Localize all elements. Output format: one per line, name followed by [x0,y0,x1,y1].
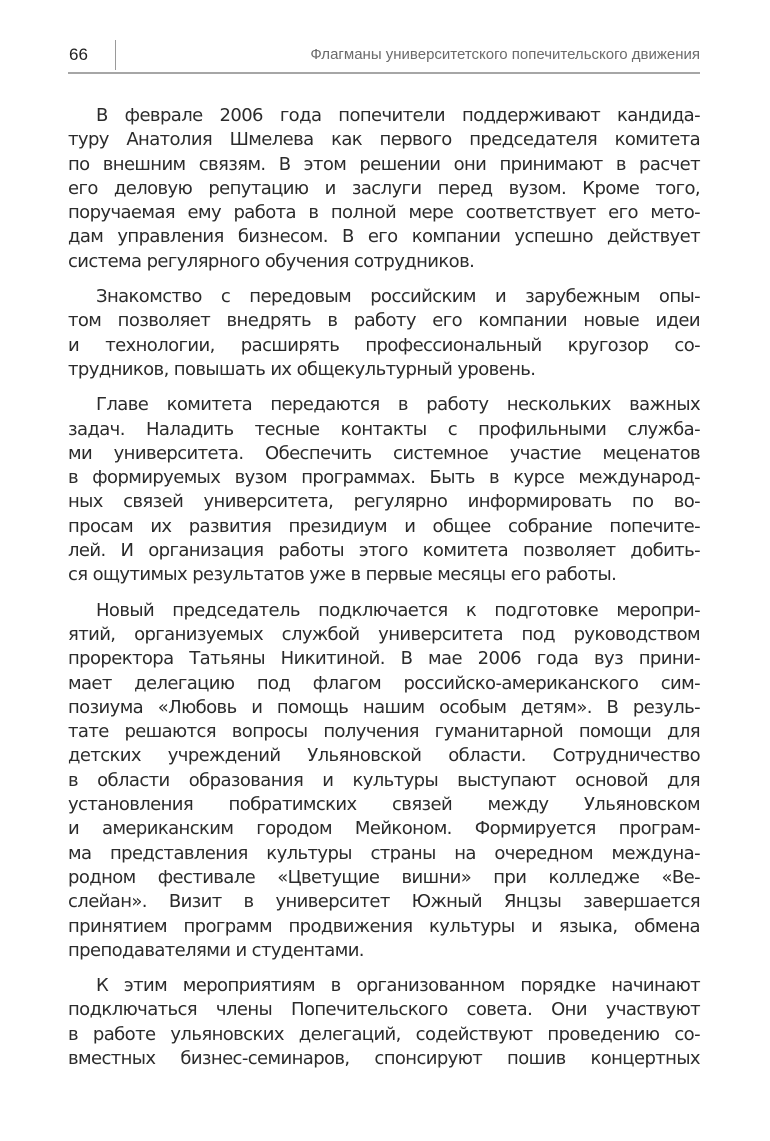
text-line: в работе ульяновских делегаций, содействуют проведению со- [68,1023,700,1045]
text-line: принятием программ продвижения культуры и языка, обмена [68,915,700,937]
body-text [68,104,700,1082]
text-line: ся ощутимых результатов уже в первые месяцы его работы. [68,564,617,586]
text-line: установления побратимских связей между Ульяновском [68,794,700,816]
text-line: в формируемых вузом программах. Быть в курсе международ- [68,467,700,489]
running-title: Флагманы университетского попечительского движения [310,46,700,63]
text-line: Главе комитета передаются в работу нескольких важных [96,394,701,416]
running-header [68,40,700,74]
text-line: ма представления культуры страны на очередном междуна- [68,842,700,864]
text-line: ных связей университета, регулярно информировать по во- [68,491,701,513]
paragraph [68,599,700,963]
text-line: проректора Татьяны Никитиной. В мае 2006 года вуз прини- [68,648,701,670]
text-line: задач. Наладить тесные контакты с профильными служба- [68,418,701,440]
text-line: том позволяет внедрять в работу его компании новые идеи [68,310,701,332]
paragraph [68,285,700,382]
text-line: вместных бизнес-семинаров, спонсируют пошив концертных [68,1047,700,1069]
text-line: ятий, организуемых службой университета под руководством [68,623,700,645]
text-line: В феврале 2006 года попечители поддерживают кандида- [96,105,701,126]
text-line: поручаемая ему работа в полной мере соответствует его мето- [68,202,701,224]
text-line: детских учреждений Ульяновской области. Сотрудничество [68,745,701,767]
text-line: слейан». Визит в университет Южный Янцзы завершается [68,891,700,913]
text-line: лей. И организация работы этого комитета позволяет добить- [68,540,701,562]
text-line: Знакомство с передовым российским и зарубежным опы- [96,286,701,308]
text-line: подключаться члены Попечительского совета. Они участвуют [68,999,701,1021]
text-line: его деловую репутацию и заслуги перед вузом. Кроме того, [68,177,701,199]
text-line: система регулярного обучения сотрудников. [68,250,475,272]
text-line: ми университета. Обеспечить системное участие меценатов [68,442,701,464]
text-line: мает делегацию под флагом российско-американского сим- [68,672,700,694]
text-line: туру Анатолия Шмелева как первого председателя комитета [68,129,701,151]
paragraph [68,104,700,274]
text-line: трудников, повышать их общекультурный уровень. [68,358,536,380]
text-line: дам управления бизнесом. В его компании успешно действует [68,226,701,248]
text-line: по внешним связям. В этом решении они принимают в расчет [68,153,700,175]
page-number: 66 [68,40,116,70]
text-line: и технологии, расширять профессиональный кругозор со- [68,334,701,356]
text-line: позиума «Любовь и помощь нашим особым детям». В резуль- [68,696,701,718]
paragraph [68,393,700,587]
text-line: Новый председатель подключается к подготовке меропри- [96,599,701,621]
text-line: родном фестивале «Цветущие вишни» при колледже «Ве- [68,866,700,888]
text-line: в области образования и культуры выступают основой для [68,769,700,791]
text-line: К этим мероприятиям в организованном порядке начинают [96,975,701,997]
text-line: преподавателями и студентами. [68,939,364,961]
text-line: тате решаются вопросы получения гуманитарной помощи для [68,721,701,743]
text-line: и американским городом Мейконом. Формируется програм- [68,818,701,840]
text-line: просам их развития президиум и общее собрание попечите- [68,515,701,537]
paragraph [68,974,700,1071]
